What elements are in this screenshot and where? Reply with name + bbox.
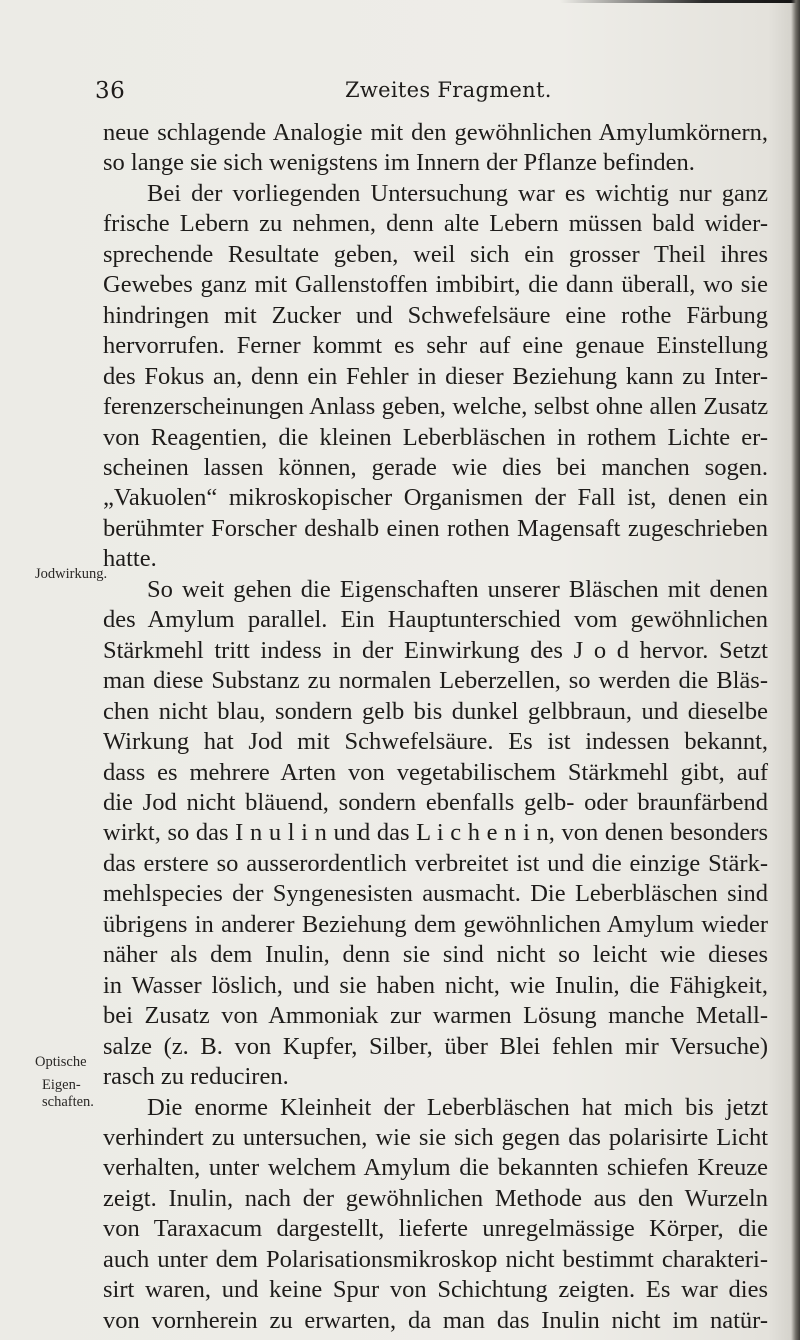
text-line: Bei der vorliegenden Untersuchung war es wichtig nur ganz	[147, 179, 768, 207]
margin-note-optische: Optische	[35, 1054, 87, 1070]
text-line: verhalten, unter welchem Amylum die bekannten schiefen Kreuze	[103, 1154, 768, 1182]
text-line: sprechende Resultate geben, weil sich ein grosser Theil ihres	[103, 240, 768, 268]
text-line: zeigt. Inulin, nach der gewöhnlichen Methode aus den Wurzeln	[103, 1184, 768, 1212]
text-line: hervorrufen. Ferner kommt es sehr auf eine genaue Einstellung	[103, 332, 768, 360]
text-line: des Fokus an, denn ein Fehler in dieser Beziehung kann zu Inter-	[103, 362, 768, 390]
text-line: Wirkung hat Jod mit Schwefelsäure. Es ist indessen bekannt,	[103, 728, 768, 756]
body-text	[103, 118, 768, 1336]
text-line: von Taraxacum dargestellt, lieferte unregelmässige Körper, die	[103, 1215, 768, 1243]
text-line: man diese Substanz zu normalen Leberzellen, so werden die Bläs-	[103, 667, 768, 695]
paragraph	[103, 575, 768, 1093]
text-line: hatte.	[103, 545, 157, 573]
page-binding-edge	[791, 0, 800, 1340]
margin-note-eigen: Eigen-	[42, 1077, 81, 1093]
text-line: Gewebes ganz mit Gallenstoffen imbibirt, die dann überall, wo sie	[103, 271, 768, 299]
paragraph	[103, 179, 768, 575]
text-line: auch unter dem Polarisationsmikroskop nicht bestimmt charakteri-	[103, 1245, 768, 1273]
text-line: mehlspecies der Syngenesisten ausmacht. Die Leberbläschen sind	[103, 880, 768, 908]
text-line: näher als dem Inulin, denn sie sind nicht so leicht wie dieses	[103, 941, 768, 969]
text-line: Die enorme Kleinheit der Leberbläschen hat mich bis jetzt	[147, 1093, 768, 1121]
text-line: von vornherein zu erwarten, da man das Inulin nicht im natür-	[103, 1306, 768, 1334]
text-line: das erstere so ausserordentlich verbreitet ist und die einzige Stärk-	[103, 849, 768, 877]
page-number: 36	[95, 78, 126, 104]
text-line: sirt waren, und keine Spur von Schichtung zeigten. Es war dies	[103, 1276, 768, 1304]
paragraph	[103, 1093, 768, 1337]
text-line: so lange sie sich wenigstens im Innern der Pflanze befinden.	[103, 149, 695, 177]
text-line: neue schlagende Analogie mit den gewöhnlichen Amylumkörnern,	[103, 119, 768, 146]
running-head: Zweites Fragment.	[345, 78, 552, 102]
text-line: „Vakuolen“ mikroskopischer Organismen der Fall ist, denen ein	[103, 484, 768, 512]
text-line: Stärkmehl tritt indess in der Einwirkung des J o d hervor. Setzt	[103, 636, 768, 664]
text-line: scheinen lassen können, gerade wie dies bei manchen sogen.	[103, 453, 768, 481]
page-header	[95, 78, 775, 108]
text-line: frische Lebern zu nehmen, denn alte Lebern müssen bald wider-	[103, 210, 768, 238]
text-line: bei Zusatz von Ammoniak zur warmen Lösung manche Metall-	[103, 1002, 768, 1030]
text-line: ferenzerscheinungen Anlass geben, welche, selbst ohne allen Zusatz	[103, 393, 768, 421]
text-line: des Amylum parallel. Ein Hauptunterschied vom gewöhnlichen	[103, 606, 768, 634]
text-line: in Wasser löslich, und sie haben nicht, wie Inulin, die Fähigkeit,	[103, 971, 768, 999]
text-line: berühmter Forscher deshalb einen rothen Magensaft zugeschrieben	[103, 514, 768, 542]
text-line: verhindert zu untersuchen, wie sie sich gegen das polarisirte Licht	[103, 1123, 768, 1151]
text-line: rasch zu reduciren.	[103, 1063, 289, 1091]
text-line: dass es mehrere Arten von vegetabilischem Stärkmehl gibt, auf	[103, 758, 768, 786]
paragraph	[103, 118, 768, 179]
text-line: chen nicht blau, sondern gelb bis dunkel gelbbraun, und dieselbe	[103, 697, 768, 725]
text-line: So weit gehen die Eigenschaften unserer Bläschen mit denen	[147, 575, 768, 603]
text-line: übrigens in anderer Beziehung dem gewöhnlichen Amylum wieder	[103, 910, 768, 938]
text-line: hindringen mit Zucker und Schwefelsäure eine rothe Färbung	[103, 301, 768, 329]
text-line: die Jod nicht bläuend, sondern ebenfalls gelb- oder braunfärbend	[103, 788, 768, 816]
page-top-rule	[560, 0, 800, 3]
margin-note-jodwirkung: Jodwirkung.	[35, 566, 108, 582]
text-line: von Reagentien, die kleinen Leberbläschen in rothem Lichte er-	[103, 423, 768, 451]
text-line: salze (z. B. von Kupfer, Silber, über Blei fehlen mir Versuche)	[103, 1032, 768, 1060]
text-line: wirkt, so das I n u l i n und das L i c h e n i n, von denen besonders	[103, 819, 768, 847]
margin-note-schaften: schaften.	[42, 1094, 94, 1110]
